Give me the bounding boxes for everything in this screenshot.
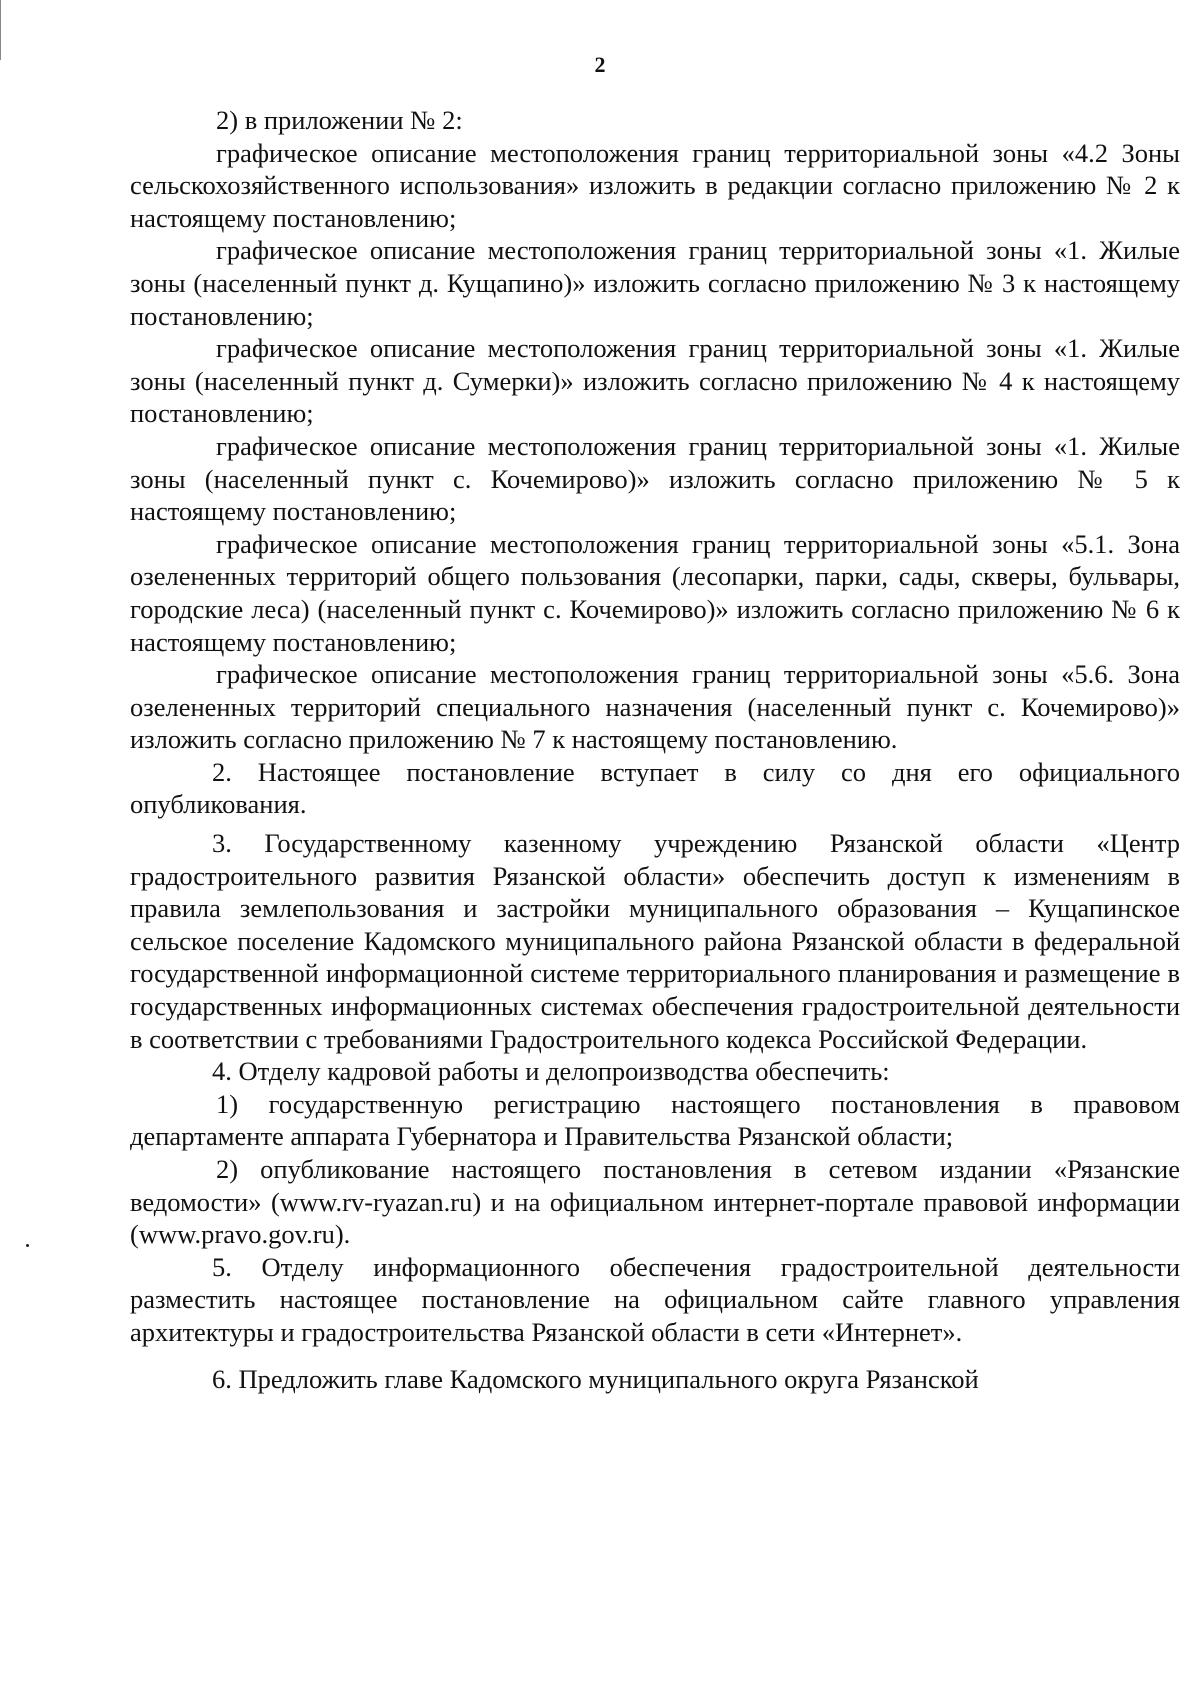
paragraph-item-4-1: 1) государственную регистрацию настоящего постановления в правовом департаменте аппарата Губернатора и Правительства Рязанской области; bbox=[130, 1088, 1180, 1152]
paragraph-zone-kochemirovo: графическое описание местоположения границ территориальной зоны «1. Жилые зоны (населенный пункт с. Кочемирово)» изложить согласно приложению № 5 к настоящему постановлению; bbox=[130, 430, 1180, 527]
paragraph-item-4: 4. Отделу кадровой работы и делопроизводства обеспечить: bbox=[212, 1056, 890, 1087]
paragraph-item-2: 2. Настоящее постановление вступает в силу со дня его официального опубликования. bbox=[130, 756, 1180, 820]
paragraph-zone-5-6: графическое описание местоположения границ территориальной зоны «5.6. Зона озелененных территорий специального назначения (населенный пункт с. Кочемирово)» изложить согласно приложению № 7 к настоящему постановлению. bbox=[130, 659, 1180, 755]
scan-speck bbox=[26, 1244, 29, 1247]
paragraph-zone-5-1: графическое описание местоположения границ территориальной зоны «5.1. Зона озелененных территорий общего пользования (лесопарки, парки, сады, скверы, бульвары, городские леса) (населенный пункт с. Кочемирово)» изложить согласно приложению № 6 к настоящему постановлению; bbox=[130, 528, 1180, 657]
paragraph-item-6: 6. Предложить главе Кадомского муниципального округа Рязанской bbox=[212, 1363, 979, 1394]
page-number: 2 bbox=[594, 52, 606, 77]
paragraph-item-5: 5. Отделу информационного обеспечения градостроительной деятельности разместить настоящее постановление на официальном сайте главного управления архитектуры и градостроительства Рязанской области в сети «Интернет». bbox=[130, 1251, 1180, 1347]
paragraph-zone-4-2: графическое описание местоположения границ территориальной зоны «4.2 Зоны сельскохозяйственного использования» изложить в редакции согласно приложению № 2 к настоящему постановлению; bbox=[130, 137, 1180, 233]
paragraph-item-4-2: 2) опубликование настоящего постановления в сетевом издании «Рязанские ведомости» (www.rv-ryazan.ru) и на официальном интернет-портале правовой информации (www.pravo.gov.ru). bbox=[130, 1154, 1180, 1250]
paragraph-zone-sumerki: графическое описание местоположения границ территориальной зоны «1. Жилые зоны (населенный пункт д. Сумерки)» изложить согласно приложению № 4 к настоящему постановлению; bbox=[130, 333, 1180, 429]
paragraph-item-3: 3. Государственному казенному учреждению Рязанской области «Центр градостроительного развития Рязанской области» обеспечить доступ к изменениям в правила землепользования и застройки муниципального образования – Кущапинское сельское поселение Кадомского муниципального района Рязанской области в федеральной государственной информационной системе территориального планирования и размещение в государственных информационных системах обеспечения градостроительной деятельности в соответствии с требованиями Градостроительного кодекса Российской Федерации. bbox=[130, 828, 1180, 1054]
scan-edge-line bbox=[0, 0, 1, 60]
document-body bbox=[130, 104, 1180, 1395]
paragraph-zone-kushchapino: графическое описание местоположения границ территориальной зоны «1. Жилые зоны (населенный пункт д. Кущапино)» изложить согласно приложению № 3 к настоящему постановлению; bbox=[130, 235, 1180, 331]
paragraph-appendix-2-intro: 2) в приложении № 2: bbox=[216, 105, 463, 135]
